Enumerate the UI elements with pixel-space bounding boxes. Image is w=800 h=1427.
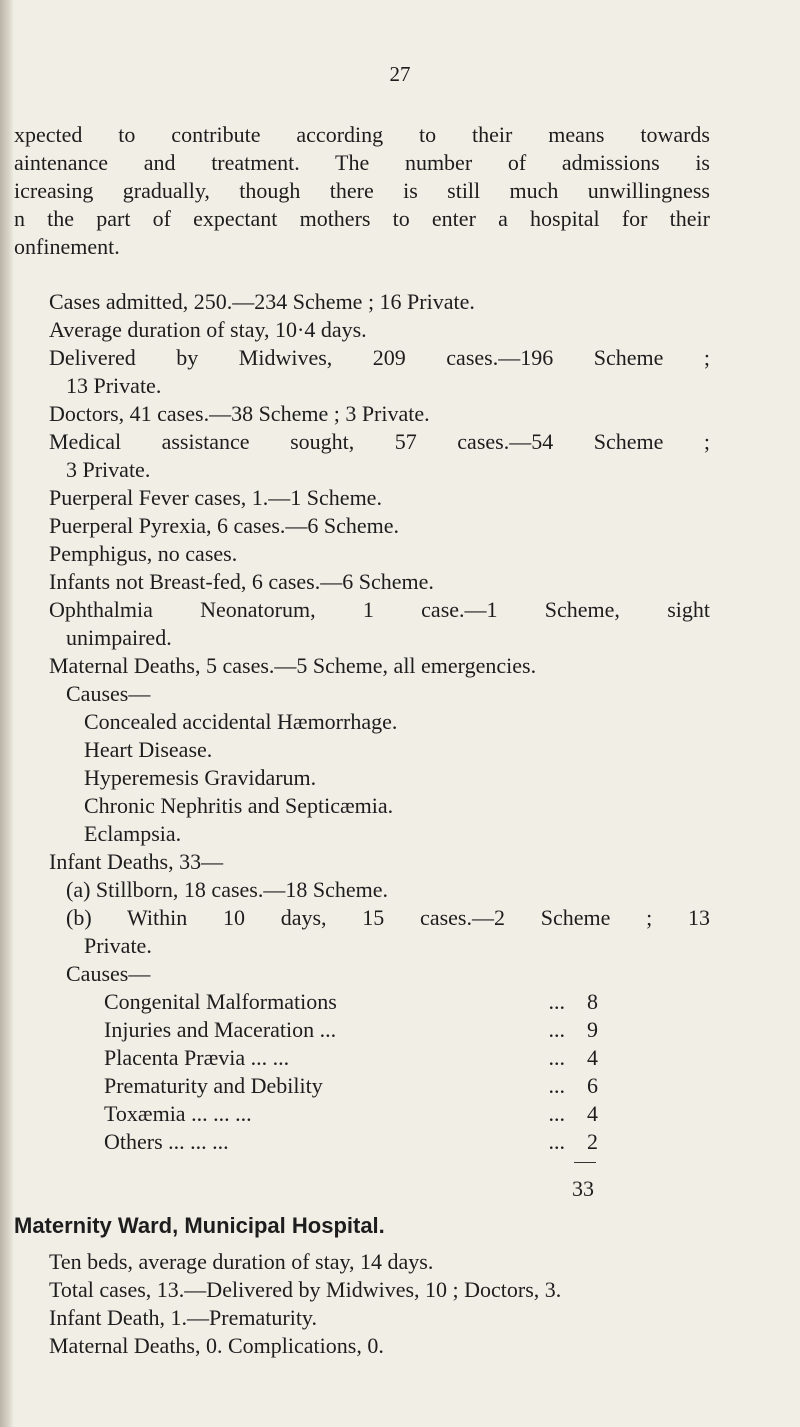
medical-line-2: 3 Private. <box>66 457 151 482</box>
not-breastfed: Infants not Breast-fed, 6 cases.—6 Scheme. <box>49 569 434 594</box>
table-row <box>104 1045 598 1070</box>
cause-count: 8 <box>587 989 598 1014</box>
cause-count: 9 <box>587 1017 598 1042</box>
cause-count: 4 <box>587 1045 598 1070</box>
intro-line-2: aintenance and treatment. The number of admissions is <box>14 150 710 175</box>
cause-count: 6 <box>587 1073 598 1098</box>
within-10-days-line-1: (b) Within 10 days, 15 cases.—2 Scheme ; 13 <box>66 905 710 930</box>
maternal-cause: Hyperemesis Gravidarum. <box>84 765 317 790</box>
cause-leader: ... <box>548 1129 565 1154</box>
pemphigus: Pemphigus, no cases. <box>49 541 238 566</box>
page-number: 27 <box>389 62 411 86</box>
medical-line-1: Medical assistance sought, 57 cases.—54 Scheme ; <box>49 429 710 454</box>
cause-label: Prematurity and Debility <box>104 1073 323 1098</box>
maternal-deaths: Maternal Deaths, 5 cases.—5 Scheme, all emergencies. <box>49 653 537 678</box>
maternal-cause: Chronic Nephritis and Septicæmia. <box>84 793 394 818</box>
table-row <box>104 1101 598 1126</box>
puerperal-pyrexia: Puerperal Pyrexia, 6 cases.—6 Scheme. <box>49 513 400 538</box>
municipal-line: Maternal Deaths, 0. Complications, 0. <box>49 1333 384 1358</box>
intro-line-1: xpected to contribute according to their means towards <box>14 122 710 147</box>
table-row <box>104 1017 598 1042</box>
cause-leader: ... <box>548 1073 565 1098</box>
maternal-cause: Eclampsia. <box>84 821 182 846</box>
sum-rule <box>574 1162 596 1163</box>
average-stay: Average duration of stay, 10·4 days. <box>49 317 367 342</box>
maternal-causes-label: Causes— <box>66 681 151 706</box>
cause-count: 2 <box>587 1129 598 1154</box>
table-row <box>104 1129 598 1154</box>
intro-line-3: icreasing gradually, though there is still much unwillingness <box>14 178 710 203</box>
midwives-line-1: Delivered by Midwives, 209 cases.—196 Scheme ; <box>49 345 710 370</box>
ophthalmia-line-2: unimpaired. <box>66 625 172 650</box>
ophthalmia-line-1: Ophthalmia Neonatorum, 1 case.—1 Scheme, sight <box>49 597 710 622</box>
municipal-line: Infant Death, 1.—Prematurity. <box>49 1305 317 1330</box>
intro-line-5: onfinement. <box>14 234 120 259</box>
infant-causes-total: 33 <box>572 1176 594 1201</box>
stillborn: (a) Stillborn, 18 cases.—18 Scheme. <box>66 877 388 902</box>
cause-leader: ... <box>548 1045 565 1070</box>
book-binding-edge <box>0 0 14 1427</box>
cause-leader: ... <box>548 1101 565 1126</box>
cause-label: Others ... ... ... <box>104 1129 229 1154</box>
cause-leader: ... <box>548 989 565 1014</box>
doctors-line: Doctors, 41 cases.—38 Scheme ; 3 Private. <box>49 401 430 426</box>
table-row <box>104 1073 598 1098</box>
section-heading: Maternity Ward, Municipal Hospital. <box>14 1213 385 1238</box>
cause-leader: ... <box>548 1017 565 1042</box>
within-10-days-line-2: Private. <box>84 933 152 958</box>
table-row <box>104 989 598 1014</box>
intro-line-4: n the part of expectant mothers to enter a hospital for their <box>14 206 710 231</box>
cause-label: Placenta Prævia ... ... <box>104 1045 290 1070</box>
maternal-cause: Concealed accidental Hæmorrhage. <box>84 709 398 734</box>
municipal-line: Ten beds, average duration of stay, 14 days. <box>49 1249 434 1274</box>
puerperal-fever: Puerperal Fever cases, 1.—1 Scheme. <box>49 485 382 510</box>
cause-count: 4 <box>587 1101 598 1126</box>
infant-deaths: Infant Deaths, 33— <box>49 849 224 874</box>
maternal-cause: Heart Disease. <box>84 737 213 762</box>
cause-label: Injuries and Maceration ... <box>104 1017 337 1042</box>
midwives-line-2: 13 Private. <box>66 373 162 398</box>
cases-admitted: Cases admitted, 250.—234 Scheme ; 16 Private. <box>49 289 475 314</box>
municipal-line: Total cases, 13.—Delivered by Midwives, 10 ; Doctors, 3. <box>49 1277 562 1302</box>
cause-label: Congenital Malformations <box>104 989 337 1014</box>
cause-label: Toxæmia ... ... ... <box>104 1101 252 1126</box>
infant-causes-label: Causes— <box>66 961 151 986</box>
